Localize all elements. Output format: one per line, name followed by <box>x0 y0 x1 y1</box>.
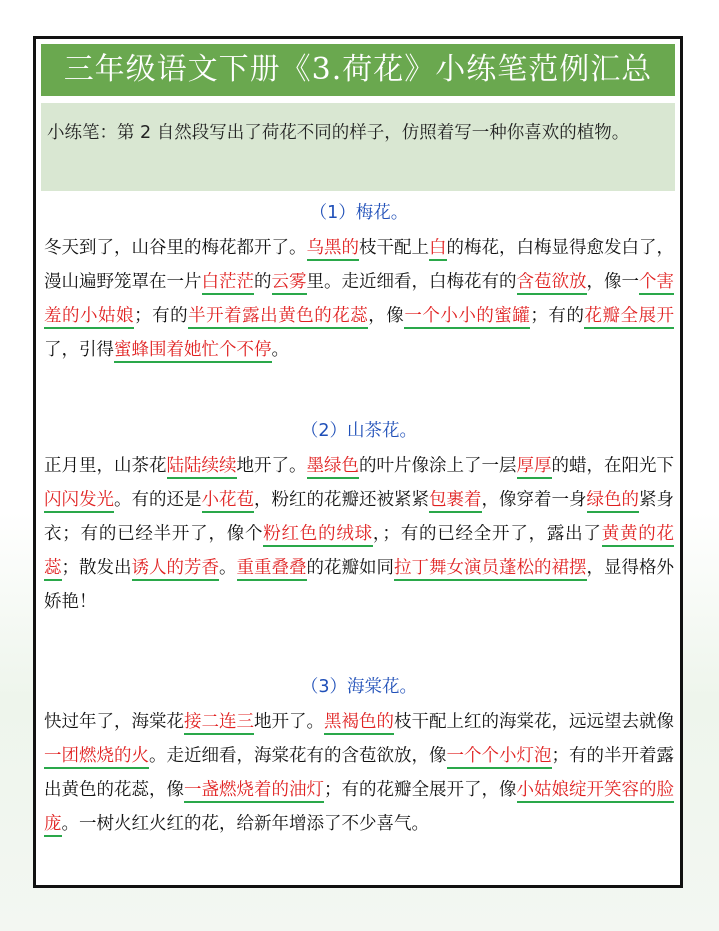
text-run: 。有的还是 <box>114 490 202 510</box>
highlighted-phrase: 白茫茫 <box>202 272 255 295</box>
text-run: 的叶片像涂上了一层 <box>359 456 517 476</box>
section-begonia <box>44 669 674 841</box>
text-run: 。 <box>219 558 237 578</box>
highlighted-phrase: 诱人的芳香 <box>132 558 220 581</box>
highlighted-phrase: 白 <box>429 238 447 261</box>
text-run: 的花瓣如同 <box>306 558 394 578</box>
highlighted-phrase: 一团燃烧的火 <box>44 746 149 769</box>
text-run: 的 <box>254 272 272 292</box>
highlighted-phrase: 半开着露出黄色的花蕊 <box>188 306 368 329</box>
document-frame <box>33 36 683 888</box>
highlighted-phrase: 乌黑的 <box>307 238 360 261</box>
task-prompt: 小练笔：第 2 自然段写出了荷花不同的样子，仿照着写一种你喜欢的植物。 <box>41 103 675 191</box>
text-run: 了，引得 <box>44 340 114 360</box>
highlighted-phrase: 陆陆续续 <box>167 456 237 479</box>
highlighted-phrase: 个害羞的小姑娘 <box>44 272 674 329</box>
section-title: （3）海棠花。 <box>300 677 418 697</box>
text-run: 枝干配上红的海棠花，远远望去就像 <box>394 712 674 732</box>
text-run: ，像一 <box>586 272 639 292</box>
highlighted-phrase: 接二连三 <box>184 712 254 735</box>
highlighted-phrase: 粉红色的绒球 <box>263 524 373 547</box>
text-run: ；有的 <box>530 306 585 326</box>
section-body <box>44 705 674 841</box>
text-run: ，像 <box>368 306 405 326</box>
highlighted-phrase: 小花苞 <box>202 490 255 513</box>
text-run: 正月里，山茶花 <box>44 456 167 476</box>
text-run: ，像穿着一身 <box>481 490 587 510</box>
text-run: 地开了。 <box>254 712 324 732</box>
highlighted-phrase: 厚厚 <box>517 456 552 479</box>
highlighted-phrase: 黄黄的花蕊 <box>44 524 674 581</box>
section-camellia <box>44 413 674 619</box>
text-run: 的梅花，白梅显得愈发白了，漫山遍野笼罩在一片 <box>44 238 674 292</box>
text-run: ；有的半开着露出黄色的花蕊，像 <box>44 746 674 800</box>
text-run: ，粉红的花瓣还被紧紧 <box>254 490 429 510</box>
highlighted-phrase: 一盏燃烧着的油灯 <box>184 780 324 803</box>
section-title: （1）梅花。 <box>309 203 409 223</box>
text-run: 快过年了，海棠花 <box>44 712 184 732</box>
text-run: ，；有的已经全开了，露出了 <box>372 524 602 544</box>
text-run: 枝干配上 <box>359 238 429 258</box>
page-title: 三年级语文下册《3.荷花》小练笔范例汇总 <box>41 44 675 96</box>
section-title: （2）山茶花。 <box>300 421 418 441</box>
section-body <box>44 449 674 619</box>
highlighted-phrase: 墨绿色 <box>307 456 360 479</box>
text-run: 紧身衣；有的已经半开了，像个 <box>44 490 674 544</box>
highlighted-phrase: 包裹着 <box>429 490 482 513</box>
highlighted-phrase: 拉丁舞女演员蓬松的裙摆 <box>394 558 587 581</box>
highlighted-phrase: 闪闪发光 <box>44 490 114 513</box>
highlighted-phrase: 黑褐色的 <box>324 712 394 735</box>
highlighted-phrase: 含苞欲放 <box>517 272 587 295</box>
section-body <box>44 231 674 367</box>
text-run: ；有的 <box>134 306 189 326</box>
text-run: ，显得格外娇艳！ <box>44 558 674 612</box>
highlighted-phrase: 花瓣全展开 <box>584 306 674 329</box>
text-run: 。 <box>271 340 289 360</box>
highlighted-phrase: 一个个小灯泡 <box>447 746 552 769</box>
highlighted-phrase: 蜜蜂围着她忙个不停 <box>114 340 272 363</box>
text-run: 的蜡，在阳光下 <box>551 456 674 476</box>
highlighted-phrase: 一个小小的蜜罐 <box>404 306 530 329</box>
text-run: 里。走近细看，白梅花有的 <box>306 272 517 292</box>
text-run: ；有的花瓣全展开了，像 <box>324 780 517 800</box>
section-plum <box>44 195 674 367</box>
highlighted-phrase: 云雾 <box>272 272 307 295</box>
text-run: 。一树火红火红的花，给新年增添了不少喜气。 <box>61 814 429 834</box>
text-run: 。走近细看，海棠花有的含苞欲放，像 <box>149 746 447 766</box>
highlighted-phrase: 重重叠叠 <box>237 558 307 581</box>
text-run: ；散发出 <box>61 558 132 578</box>
highlighted-phrase: 小姑娘绽开笑容的脸庞 <box>44 780 674 837</box>
text-run: 冬天到了，山谷里的梅花都开了。 <box>44 238 307 258</box>
highlighted-phrase: 绿色的 <box>587 490 640 513</box>
text-run: 地开了。 <box>236 456 307 476</box>
